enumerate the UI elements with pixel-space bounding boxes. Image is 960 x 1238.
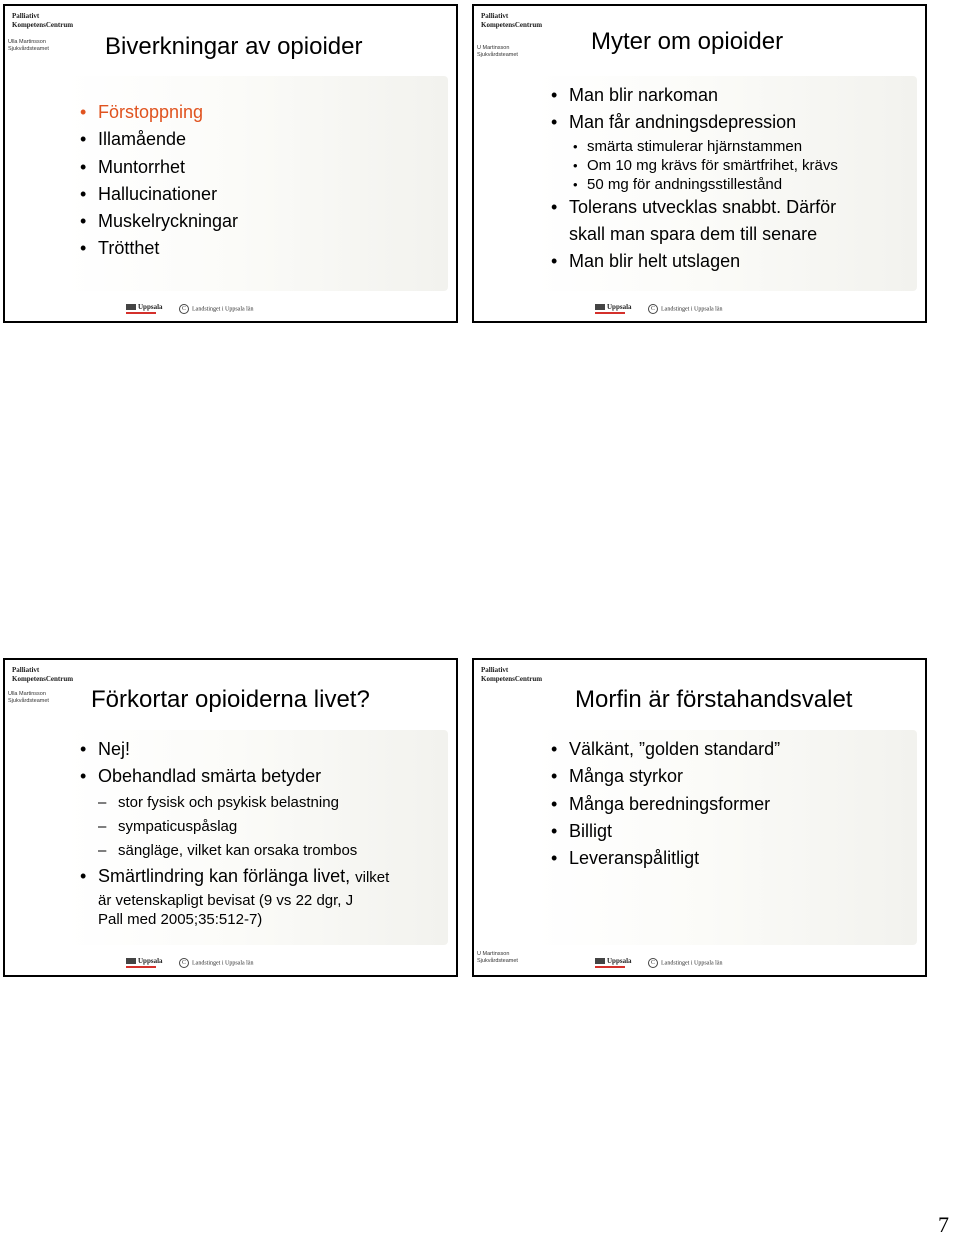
bullet-list — [78, 99, 238, 263]
list-item-continuation: skall man spara dem till senare — [569, 223, 818, 244]
author-name: Ulla Martinsson — [8, 691, 46, 697]
list-item: • Man får andningsdepression — [549, 109, 838, 136]
list-item: • Man blir helt utslagen — [549, 248, 838, 275]
landstinget-logo — [648, 958, 723, 968]
logo-line1: Palliativt — [12, 12, 40, 20]
list-item: • Trötthet — [78, 235, 238, 262]
list-item: • Muntorrhet — [78, 154, 238, 181]
author-credit — [477, 45, 518, 59]
list-item: • Billigt — [549, 818, 780, 845]
list-item: • Förstoppning — [78, 99, 238, 126]
landstinget-logo — [179, 304, 254, 314]
author-team: Sjukvårdsteamet — [8, 698, 49, 704]
landstinget-text: Landstinget i Uppsala län — [661, 960, 723, 967]
slide-footer — [474, 297, 925, 321]
uppsala-text: Uppsala — [607, 957, 632, 965]
list-item: • Illamående — [78, 126, 238, 153]
logo-line1: Palliativt — [481, 666, 509, 674]
continuation-text: 50 mg för andningsstillestånd — [587, 175, 783, 193]
list-item: • Man blir narkoman — [549, 82, 838, 109]
slide-myter — [472, 4, 927, 323]
pkc-logo — [481, 666, 542, 684]
list-item: • Hallucinationer — [78, 181, 238, 208]
slide-biverkningar — [3, 4, 458, 323]
list-item: • Obehandlad smärta betyder — [78, 763, 389, 790]
bullet-list — [78, 736, 389, 929]
author-credit — [8, 691, 49, 705]
logo-line2: KompetensCentrum — [481, 675, 543, 683]
landstinget-text: Landstinget i Uppsala län — [192, 306, 254, 313]
sub-list-item: – sympaticuspåslag — [78, 815, 389, 839]
sub-list-item: – stor fysisk och psykisk belastning — [78, 791, 389, 815]
landstinget-mark-icon: C — [179, 304, 189, 314]
landstinget-text: Landstinget i Uppsala län — [661, 306, 723, 313]
landstinget-text: Landstinget i Uppsala län — [192, 960, 254, 967]
author-name: U Martinsson — [477, 45, 510, 51]
list-item: • Leveranspålitligt — [549, 845, 780, 872]
slide-title: Morfin är förstahandsvalet — [575, 686, 853, 713]
uppsala-text: Uppsala — [138, 303, 163, 311]
uppsala-seal-icon — [595, 304, 605, 310]
sub-list-item: • Om 10 mg krävs för smärtfrihet, krävs — [549, 156, 838, 175]
page-number: 7 — [938, 1212, 949, 1237]
pkc-logo — [481, 12, 542, 30]
slide-title: Myter om opioider — [591, 28, 784, 55]
slide-forkortar — [3, 658, 458, 977]
landstinget-logo — [179, 958, 254, 968]
slide-footer — [474, 951, 925, 975]
list-item-continuation: är vetenskapligt bevisat (9 vs 22 dgr, J — [98, 891, 354, 909]
slide-footer — [5, 951, 456, 975]
slide-title: Biverkningar av opioider — [105, 33, 363, 60]
pkc-logo — [12, 666, 73, 684]
uppsala-text: Uppsala — [607, 303, 632, 311]
logo-line2: KompetensCentrum — [481, 21, 543, 29]
author-name: Ulla Martinsson — [8, 39, 46, 45]
sub-list-item: • smärta stimulerar hjärnstammen — [549, 137, 838, 156]
author-credit — [8, 39, 49, 53]
landstinget-mark-icon: C — [179, 958, 189, 968]
uppsala-text: Uppsala — [138, 957, 163, 965]
list-item: • Nej! — [78, 736, 389, 763]
bullet-list — [549, 82, 838, 275]
landstinget-mark-icon: C — [648, 958, 658, 968]
sub-list-item-continuation — [549, 175, 838, 194]
slide-morfin — [472, 658, 927, 977]
landstinget-logo — [648, 304, 723, 314]
sub-list-item: – sängläge, vilket kan orsaka trombos — [78, 839, 389, 863]
landstinget-mark-icon: C — [648, 304, 658, 314]
author-team: Sjukvårdsteamet — [477, 52, 518, 58]
logo-line2: KompetensCentrum — [12, 675, 74, 683]
uppsala-seal-icon — [126, 958, 136, 964]
logo-line2: KompetensCentrum — [12, 21, 74, 29]
list-item: • Många beredningsformer — [549, 791, 780, 818]
pkc-logo — [12, 12, 73, 30]
uppsala-university-logo — [126, 957, 163, 968]
list-item-text-small: vilket — [355, 868, 390, 886]
bullet-list — [549, 736, 780, 872]
uppsala-university-logo — [595, 303, 632, 314]
uppsala-university-logo — [595, 957, 632, 968]
uppsala-university-logo — [126, 303, 163, 314]
author-name: U Martinsson — [477, 951, 510, 957]
list-item — [78, 863, 389, 891]
logo-line1: Palliativt — [481, 12, 509, 20]
list-item: • Tolerans utvecklas snabbt. Därför — [549, 194, 838, 221]
list-item-continuation: Pall med 2005;35:512-7) — [98, 910, 263, 928]
slide-title: Förkortar opioiderna livet? — [91, 686, 370, 713]
list-item: • Muskelryckningar — [78, 208, 238, 235]
list-item: • Välkänt, ”golden standard” — [549, 736, 780, 763]
list-item: • Många styrkor — [549, 763, 780, 790]
list-item-text: Smärtlindring kan förlänga livet, — [98, 865, 351, 886]
logo-line1: Palliativt — [12, 666, 40, 674]
slide-footer — [5, 297, 456, 321]
author-team: Sjukvårdsteamet — [8, 46, 49, 52]
author-team: Sjukvårdsteamet — [477, 958, 518, 964]
uppsala-seal-icon — [126, 304, 136, 310]
uppsala-seal-icon — [595, 958, 605, 964]
